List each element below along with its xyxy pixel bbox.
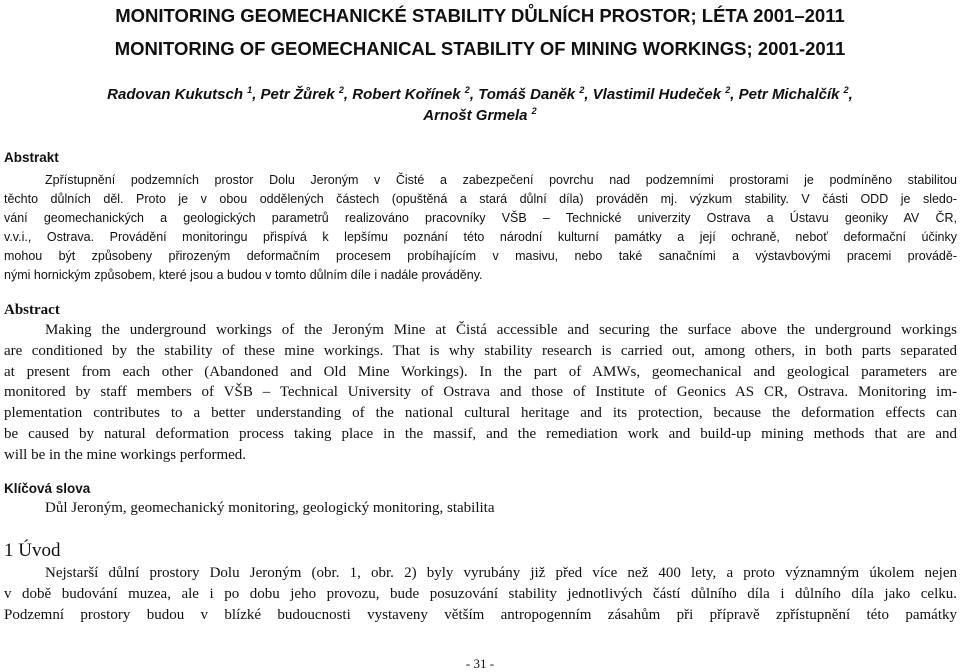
section-heading: 1 Úvod bbox=[4, 540, 61, 561]
text-line: Nejstarší důlní prostory Dolu Jeroným (obr. 1, obr. 2) byly vyrubány již před více než 400 lety, a proto významným úkolem nejen bbox=[45, 565, 957, 581]
keywords-text bbox=[4, 498, 957, 519]
text-line: are conditioned by the stability of these mine workings. That is why stability research is carried out, among others, in both parts separated bbox=[4, 342, 957, 359]
author-affiliation: 2 bbox=[843, 85, 849, 95]
text-line: Making the underground workings of the Jeroným Mine at Čistá accessible and securing the surface above the underground workings bbox=[45, 322, 957, 338]
text-line: nými hornickým způsobem, které jsou a budou v tomto důlním díle i nadále prováděny. bbox=[4, 268, 483, 282]
text-line: monitored by staff members of VŠB – Technical University of Ostrava and those of Institute of Geonics AS CR, Ostrava. Monitoring im- bbox=[4, 384, 957, 401]
author-name: Robert Kořínek bbox=[352, 86, 461, 103]
author-affiliation: 2 bbox=[579, 85, 585, 95]
keywords-heading: Klíčová slova bbox=[4, 481, 91, 496]
text-line: at present from each other (Abandoned and Old Mine Workings). In the part of AMWs, geomechanical and geological parameters are bbox=[4, 363, 957, 380]
text-line: be caused by natural deformation process taking place in the massif, and the remediation work and build-up mining methods that are and bbox=[4, 425, 957, 442]
author-name: Radovan Kukutsch bbox=[107, 86, 243, 103]
text-line: v.v.i., Ostrava. Provádění monitoringu přispívá k lepšímu poznání této národní kulturní památky a její ochraně, neboť deformační účinky bbox=[4, 230, 957, 244]
author-list-continued bbox=[0, 104, 960, 127]
author-name: Vlastimil Hudeček bbox=[592, 86, 722, 103]
page-number: - 31 - bbox=[465, 656, 495, 671]
title-english: MONITORING OF GEOMECHANICAL STABILITY OF MINING WORKINGS; 2001-2011 bbox=[114, 38, 846, 59]
abstract-heading: Abstract bbox=[4, 302, 60, 318]
author-name: Petr Žůrek bbox=[260, 86, 335, 103]
author-affiliation: 2 bbox=[725, 85, 731, 95]
author-name: Petr Michalčík bbox=[738, 86, 840, 103]
text-line: mohou být způsobeny přirozeným deformačním procesem probíhajícím v masivu, nebo také sanačními a výstavbovými pracemi provádě- bbox=[4, 249, 957, 263]
section-paragraph bbox=[4, 563, 957, 625]
text-line: Zpřístupnění podzemních prostor Dolu Jeroným v Čisté a zabezpečení povrchu nad podzemními prostorami je podmíněno stabilitou bbox=[45, 173, 957, 187]
text-line: v době budování muzea, ale i po dobu jeho provozu, bude posuzování stability jednotlivých částí důlního díla i důlního díla jako celku. bbox=[4, 585, 957, 602]
author-affiliation: 2 bbox=[464, 85, 470, 95]
author-affiliation: 2 bbox=[338, 85, 344, 95]
author-affiliation: 2 bbox=[531, 106, 537, 116]
text-line: těchto důlních děl. Proto je v obou oddělených částech (opuštěná a stará důlní díla) prováděn mj. výzkum stability. V části ODD je sledo- bbox=[4, 192, 957, 206]
author-name: Tomáš Daněk bbox=[478, 86, 576, 103]
abstract-paragraph bbox=[4, 320, 957, 466]
author-name: Arnošt Grmela bbox=[423, 107, 528, 124]
author-list: Radovan Kukutsch $^1$, Petr Žůrek $^2$, Robert Kořínek $^2$, Tomáš Daněk $^2$, Vlastimil Hudeček $^2$, Petr Michalčík $^2$, bbox=[107, 85, 853, 103]
text-line: vání geomechanických a geologických parametrů realizováno pracovníky VŠB – Technické univerzity Ostrava a Ústavu geoniky AV ČR, bbox=[4, 211, 957, 225]
author-affiliation: 1 bbox=[247, 85, 253, 95]
text-line: Podzemní prostory budou v blízké budoucnosti vystaveny větším antropogenním zásahům při přípravě zpřístupnění této památky bbox=[4, 606, 957, 623]
abstrakt-heading: Abstrakt bbox=[4, 150, 59, 165]
text-line: will be in the mine workings performed. bbox=[4, 446, 247, 463]
abstrakt-paragraph bbox=[4, 171, 957, 285]
title-czech: MONITORING GEOMECHANICKÉ STABILITY DŮLNÍCH PROSTOR; LÉTA 2001–2011 bbox=[115, 5, 845, 26]
text-line: plementation contributes to a better understanding of the national cultural heritage and its protection, because the deformation effects can bbox=[4, 405, 957, 422]
keywords-line: Důl Jeroným, geomechanický monitoring, geologický monitoring, stabilita bbox=[45, 500, 495, 516]
